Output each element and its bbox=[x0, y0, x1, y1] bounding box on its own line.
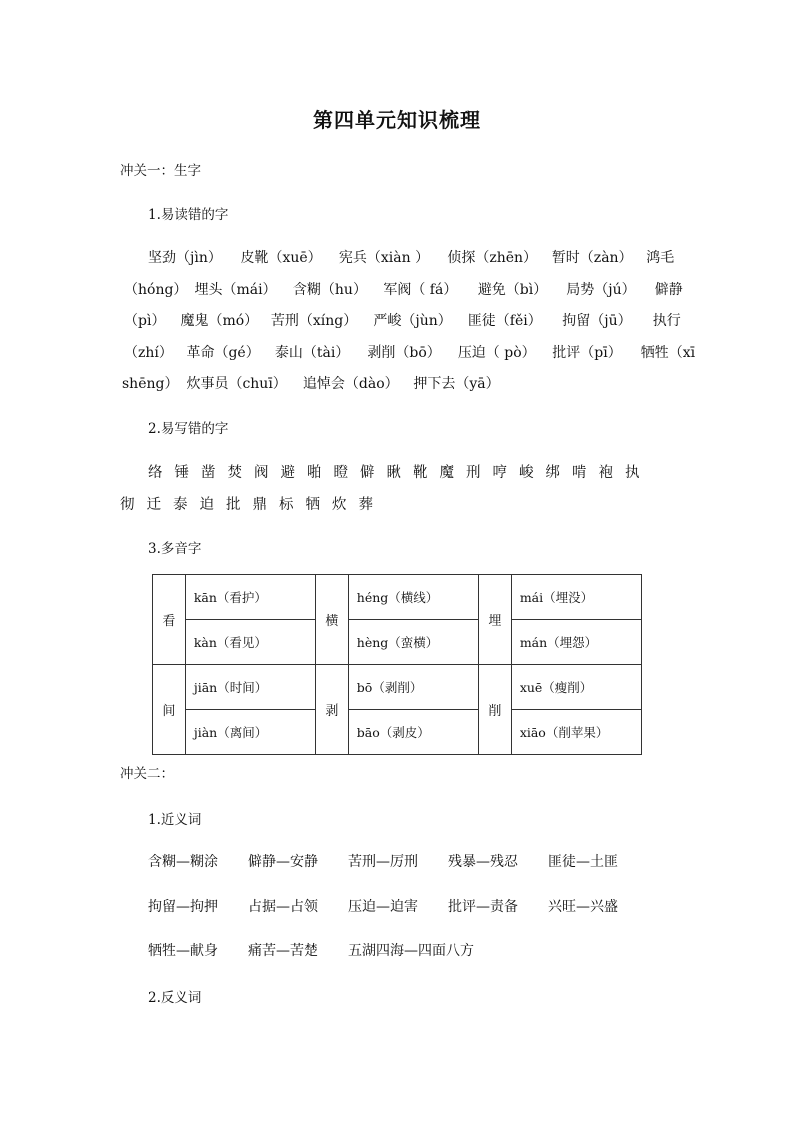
misread-line-4 bbox=[124, 342, 695, 362]
synonym-pair: 痛苦—苦楚 bbox=[248, 943, 318, 959]
polyphone-reading: mái（埋没） bbox=[511, 575, 641, 620]
misread-line-3 bbox=[124, 310, 681, 330]
misread-item: 含糊（hu） bbox=[292, 282, 367, 298]
misread-item: 炊事员（chuī） bbox=[186, 376, 287, 392]
miswritten-char: 啪 bbox=[307, 465, 322, 481]
misread-item: 军阀（ fá） bbox=[383, 282, 458, 298]
misread-item: 埋头（mái） bbox=[194, 282, 277, 298]
miswritten-char: 避 bbox=[280, 465, 295, 481]
polyphone-char: 横 bbox=[315, 575, 348, 665]
misread-item: 鸿毛 bbox=[646, 250, 675, 266]
miswritten-char: 锤 bbox=[174, 465, 189, 481]
misread-item: 革命（gé） bbox=[186, 345, 260, 361]
miswritten-char: 彻 bbox=[120, 497, 135, 513]
miswritten-char: 葬 bbox=[358, 497, 373, 513]
miswritten-char: 靴 bbox=[413, 465, 428, 481]
sub3-heading: 3.多音字 bbox=[148, 541, 202, 557]
miswritten-char: 刑 bbox=[466, 465, 481, 481]
misread-item: （zhí） bbox=[124, 345, 173, 361]
polyphone-reading: kān（看护） bbox=[185, 575, 315, 620]
miswritten-char: 焚 bbox=[227, 465, 242, 481]
misread-line-5 bbox=[122, 373, 500, 393]
synonyms-heading: 1.近义词 bbox=[148, 812, 202, 828]
polyphone-reading: bō（剥削） bbox=[348, 665, 478, 710]
misread-item: 泰山（tài） bbox=[274, 345, 350, 361]
polyphone-reading: xuē（瘦削） bbox=[511, 665, 641, 710]
synonym-row-2 bbox=[148, 896, 648, 916]
miswritten-char: 炊 bbox=[332, 497, 347, 513]
misread-line-2 bbox=[124, 279, 683, 299]
miswritten-char: 袍 bbox=[598, 465, 613, 481]
synonym-pair: 拘留—拘押 bbox=[148, 899, 218, 915]
misread-item: 宪兵（xiàn ） bbox=[338, 250, 430, 266]
miswritten-char: 峻 bbox=[519, 465, 534, 481]
miswritten-char: 迁 bbox=[146, 497, 161, 513]
polyphone-table bbox=[152, 574, 642, 755]
miswritten-char: 瞪 bbox=[333, 465, 348, 481]
misread-item: 严峻（jùn） bbox=[373, 313, 452, 329]
miswritten-char: 哼 bbox=[492, 465, 507, 481]
polyphone-char: 埋 bbox=[478, 575, 511, 665]
misread-item: 批评（pī） bbox=[552, 345, 622, 361]
misread-item: 避免（bì） bbox=[477, 282, 548, 298]
miswritten-char: 泰 bbox=[173, 497, 188, 513]
misread-item: 拘留（jū） bbox=[562, 313, 632, 329]
synonym-pair: 含糊—糊涂 bbox=[148, 854, 218, 870]
misread-item: 牺牲（xī bbox=[640, 345, 696, 361]
misread-item: 皮靴（xuē） bbox=[240, 250, 322, 266]
misread-item: 执行 bbox=[652, 313, 681, 329]
miswritten-char: 阀 bbox=[254, 465, 269, 481]
synonym-pair: 苦刑—厉刑 bbox=[348, 854, 418, 870]
polyphone-reading: bāo（剥皮） bbox=[348, 710, 478, 755]
synonym-pair: 牺牲—献身 bbox=[148, 943, 218, 959]
polyphone-reading: xiāo（削苹果） bbox=[511, 710, 641, 755]
synonym-pair: 占据—占领 bbox=[248, 899, 318, 915]
polyphone-reading: jiān（时间） bbox=[185, 665, 315, 710]
page-title: 第四单元知识梳理 bbox=[313, 108, 481, 132]
misread-item: 剥削（bō） bbox=[367, 345, 441, 361]
section1-heading: 冲关一：生字 bbox=[120, 163, 201, 179]
misread-item: （hóng） bbox=[124, 282, 188, 298]
polyphone-char: 削 bbox=[478, 665, 511, 755]
synonym-pair: 僻静—安静 bbox=[248, 854, 318, 870]
antonyms-heading: 2.反义词 bbox=[148, 990, 202, 1006]
misread-item: shēng） bbox=[122, 376, 179, 392]
synonym-pair: 批评—责备 bbox=[448, 899, 518, 915]
miswritten-char: 绑 bbox=[545, 465, 560, 481]
polyphone-reading: hèng（蛮横） bbox=[348, 620, 478, 665]
misread-line-1 bbox=[148, 247, 674, 267]
miswritten-char: 瞅 bbox=[386, 465, 401, 481]
misread-item: 追悼会（dào） bbox=[302, 376, 399, 392]
misread-item: 僻静 bbox=[654, 282, 683, 298]
polyphone-char: 剥 bbox=[315, 665, 348, 755]
miswritten-char: 批 bbox=[226, 497, 241, 513]
miswritten-char: 魔 bbox=[439, 465, 454, 481]
miswritten-char: 凿 bbox=[201, 465, 216, 481]
miswritten-char: 络 bbox=[148, 465, 163, 481]
polyphone-char: 看 bbox=[153, 575, 186, 665]
misread-item: 压迫（ pò） bbox=[457, 345, 536, 361]
miswritten-char: 鼎 bbox=[252, 497, 267, 513]
miswritten-char: 僻 bbox=[360, 465, 375, 481]
synonym-pair: 匪徒—土匪 bbox=[548, 854, 618, 870]
miswritten-char: 牺 bbox=[305, 497, 320, 513]
sub1-heading: 1.易读错的字 bbox=[148, 207, 229, 223]
polyphone-reading: kàn（看见） bbox=[185, 620, 315, 665]
synonym-row-1 bbox=[148, 851, 648, 871]
synonym-row-3 bbox=[148, 940, 504, 960]
misread-item: 魔鬼（mó） bbox=[180, 313, 259, 329]
misread-item: 坚劲（jìn） bbox=[148, 250, 222, 266]
miswritten-char: 啃 bbox=[572, 465, 587, 481]
miswritten-row-1 bbox=[148, 461, 652, 482]
polyphone-reading: mán（埋怨） bbox=[511, 620, 641, 665]
polyphone-char: 间 bbox=[153, 665, 186, 755]
section2-heading: 冲关二： bbox=[120, 766, 174, 782]
misread-item: （pì） bbox=[124, 313, 166, 329]
misread-item: 苦刑（xíng） bbox=[270, 313, 358, 329]
miswritten-row-2 bbox=[120, 493, 385, 514]
misread-item: 局势（jú） bbox=[566, 282, 636, 298]
misread-item: 匪徒（fěi） bbox=[467, 313, 542, 329]
polyphone-reading: héng（横线） bbox=[348, 575, 478, 620]
synonym-pair: 压迫—迫害 bbox=[348, 899, 418, 915]
polyphone-reading: jiàn（离间） bbox=[185, 710, 315, 755]
miswritten-char: 标 bbox=[279, 497, 294, 513]
miswritten-char: 迫 bbox=[199, 497, 214, 513]
sub2-heading: 2.易写错的字 bbox=[148, 421, 229, 437]
misread-item: 侦探（zhēn） bbox=[447, 250, 538, 266]
synonym-pair: 五湖四海—四面八方 bbox=[348, 943, 474, 959]
misread-item: 押下去（yā） bbox=[413, 376, 500, 392]
miswritten-char: 执 bbox=[625, 465, 640, 481]
synonym-pair: 残暴—残忍 bbox=[448, 854, 518, 870]
synonym-pair: 兴旺—兴盛 bbox=[548, 899, 618, 915]
misread-item: 暂时（zàn） bbox=[551, 250, 633, 266]
